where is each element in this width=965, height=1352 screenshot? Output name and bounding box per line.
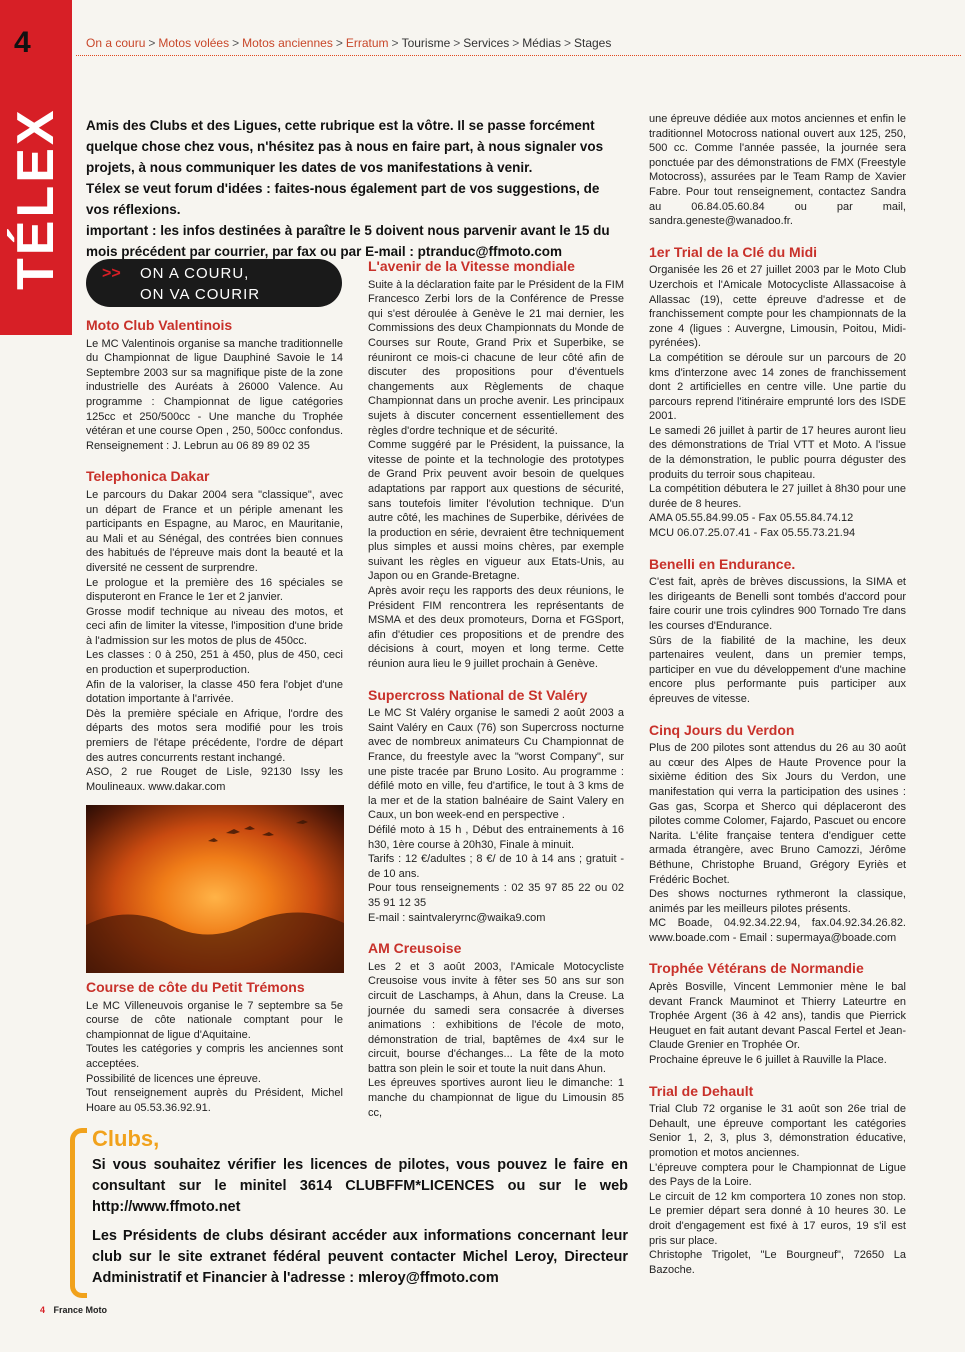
article-paragraph: Le circuit de 12 km comportera 10 zones non stop. Le premier départ sera donné à 10 heures 30. Le droit d'engagement est fixé à 17 euros, 19 s'il est pris sur place. <box>649 1190 906 1247</box>
article <box>86 980 343 1115</box>
breadcrumb-separator: > <box>148 36 156 50</box>
article-paragraph: L'épreuve comptera pour le Championnat de Ligue des Pays de la Loire. <box>649 1161 906 1189</box>
clubs-title: Clubs, <box>92 1126 160 1151</box>
article <box>649 1084 906 1278</box>
breadcrumb-separator: > <box>453 36 461 50</box>
article-paragraph: C'est fait, après de brèves discussions, la SIMA et les dirigeants de Benelli sont tombés d'accord pour faire courir une trois cylindres 900 Tornado Tre dans les courses d'Endurance. <box>649 576 906 632</box>
breadcrumb-item[interactable]: Services <box>463 36 510 50</box>
article-paragraph: Les épreuves sportives auront lieu le dimanche: 1 manche du championnat de ligue du Limousin 85 cc, <box>368 1077 624 1119</box>
article-title: Trophée Vétérans de Normandie <box>649 960 864 977</box>
article <box>86 318 343 453</box>
continued-text: une épreuve dédiée aux motos anciennes et enfin le traditionnel Motocross national ouvert aux 125, 250, 500 cc. Comme l'année passée, la journée sera ponctuée par des démonstrations de FMX (Freestyle Motocross), assurées par le Team Ramp de Xavier Fabre. Pour tout renseignement, contactez Sandra au 06.84.05.60.84 ou par mail, sandra.geneste@wanadoo.fr. <box>649 113 906 228</box>
intro-text <box>86 115 624 262</box>
article-paragraph: Christophe Trigolet, "Le Bourgneuf", 72650 La Bazoche. <box>649 1249 906 1276</box>
dotted-divider <box>76 55 961 56</box>
article-paragraph: Comme suggéré par le Président, la puissance, la vitesse de pointe et la technologie des prototypes de Grand Prix peuvent avoir besoin de quelques adaptations par rapport aux questions de sécurité, sans toutefois limiter l'évolution technique. D'un autre côté, les machines de Superbike, dérivées de la production en série, devraient être techniquement plus simples et aussi moins chères, par exemple suivant les règles en vigueur aux Etats-Unis, au Japon ou en Grande-Bretagne. <box>368 439 624 583</box>
article-paragraph: Le parcours du Dakar 2004 sera "classique", avec un départ de France et un périple amenant les participants en Espagne, au Maroc, en Mauritanie, au Mali et au Sénégal, des contrées bien connues des habitués de l'épreuve mais dont la beauté et la diversité ne cessent de surprendre. <box>86 488 343 574</box>
article-paragraph: La compétition débutera le 27 juillet à 8h30 pour une durée de 8 heures. <box>649 483 906 510</box>
article-paragraph: Prochaine épreuve le 6 juillet à Rauville la Place. <box>649 1054 887 1067</box>
article-title: L'avenir de la Vitesse mondiale <box>368 258 575 274</box>
article-paragraph: Possibilité de licences une épreuve. <box>86 1072 261 1085</box>
article-paragraph: Afin de la valoriser, la classe 450 fera l'objet d'une dotation importante à l'arrivée. <box>86 678 343 706</box>
article <box>649 557 906 707</box>
article-title: Telephonica Dakar <box>86 468 210 485</box>
article <box>368 259 624 672</box>
article-title: Course de côte du Petit Trémons <box>86 979 305 995</box>
article-paragraph: Toutes les catégories y compris les anciennes sont acceptées. <box>86 1043 343 1070</box>
article-paragraph: Après avoir reçu les rapports des deux réunions, le Président FIM rencontrera les représentants de MSMA et des deux promoteurs, Dorna et FGSport, afin d'étudier ces propositions et de prendre des décisions à court, moyen et long terme. Cette réunion aura lieu le 9 juillet prochain à Genève. <box>368 585 624 671</box>
article-paragraph: La compétition se déroule sur un parcours de 20 kms d'interzone avec 14 zones de franchissement dont 2 artificielles en centre ville. Une partie du parcours reprend l'itinéraire emprunté lors des ISDE 2001. <box>649 351 906 423</box>
article-paragraph: Les classes : 0 à 250, 251 à 450, plus de 450, ceci en production et superproduction. <box>86 649 343 677</box>
article-paragraph: Suite à la déclaration faite par le Président de la FIM Francesco Zerbi lors de la Conférence de Presse qui s'est déroulée à Genève le 21 mai dernier, les Commissions des deux Championnats du Monde de Courses sur Route, Grand Prix et Superbike, se réuniront ce mois-ci chacune de leur côté afin de discuter des propositions pour d'éventuels changements aux Règlements de chaque Championnat dans un proche avenir. Les principaux sujets à discuter concernent essentiellement des règles d'ordre technique et de sécurité. <box>368 278 624 437</box>
article-paragraph: Le MC Villeneuvois organise le 7 septembre sa 5e course de côte nationale comptant pour le championnat de ligue d'Aquitaine. <box>86 999 343 1041</box>
article-paragraph: MC Boade, 04.92.34.22.94, fax.04.92.34.26.82. www.boade.com - Email : supermaya@boade.com <box>649 917 906 944</box>
breadcrumb-separator: > <box>512 36 520 50</box>
footer-brand: France Moto <box>53 1305 108 1315</box>
article-paragraph: Le prologue et la première des 16 spéciales se disputeront en France le 1er et 2 janvier. <box>86 576 343 604</box>
article-paragraph: ASO, 2 rue Rouget de Lisle, 92130 Issy les Moulineaux. www.dakar.com <box>86 766 343 793</box>
article-paragraph: Trial Club 72 organise le 31 août son 26e trial de Dehault, une épreuve comportant les catégories Senior 1, 2, 3, plus 3, démonstration éducative, promotion et motos anciennes. <box>649 1103 906 1159</box>
clubs-box <box>92 1128 628 1297</box>
article-paragraph: Le samedi 26 juillet à partir de 17 heures auront lieu des démonstrations de Trial VTT et Moto. A l'issue de la démonstration, le public pourra déguster des produits du terroir sous chapiteau. <box>649 424 906 481</box>
breadcrumb-separator: > <box>563 36 571 50</box>
clubs-paragraph: Si vous souhaitez vérifier les licences de pilotes, vous pouvez le faire en consultant sur le minitel 3614 CLUBFFM*LICENCES ou sur le web http://www.ffmoto.net <box>92 1157 628 1215</box>
breadcrumb <box>86 36 611 50</box>
breadcrumb-item[interactable]: Stages <box>574 36 612 50</box>
article-paragraph: Des shows nocturnes rythmeront la classique, animés par les meilleurs pilotes présents. <box>649 888 906 915</box>
article-title: Benelli en Endurance. <box>649 555 796 572</box>
page-footer <box>40 1305 107 1315</box>
page-number: 4 <box>14 26 31 59</box>
intro-paragraph: Amis des Clubs et des Ligues, cette rubrique est la vôtre. Il se passe forcément quelque chose chez vous, n'hésitez pas à nous en faire part, à nous signaler vos projets, à nous communiquer les dates de vos manifestations à venir. <box>86 118 604 175</box>
article <box>368 688 624 926</box>
breadcrumb-separator: > <box>232 36 240 50</box>
footer-page-number: 4 <box>40 1305 46 1315</box>
breadcrumb-item[interactable]: Motos anciennes <box>242 36 333 50</box>
breadcrumb-item[interactable]: Médias <box>522 36 561 50</box>
article <box>86 469 343 794</box>
article <box>368 941 624 1120</box>
rubric-title <box>6 230 66 290</box>
article-paragraph: Pour tous renseignements : 02 35 97 85 22 ou 02 35 91 12 35 <box>368 882 624 909</box>
article-title: Trial de Dehault <box>649 1082 754 1099</box>
article <box>649 245 906 541</box>
article-paragraph: Organisée les 26 et 27 juillet 2003 par le Moto Club Uzerchois et l'Amicale Motocycliste Allassacoise à Allassac (19), cette épreuve d'adresse et de franchissement compte pour les championnats de la zone 4 (ligues : Auvergne, Limousin, Poitou, Midi-pyrénées). <box>649 264 906 350</box>
banner-line: ON VA COURIR <box>140 286 261 303</box>
breadcrumb-item[interactable]: Tourisme <box>401 36 451 50</box>
breadcrumb-item[interactable]: On a couru <box>86 36 146 50</box>
breadcrumb-separator: > <box>391 36 399 50</box>
sunset-photo <box>86 805 344 973</box>
article-paragraph: Défilé moto à 15 h , Début des entrainements à 16 h30, 1ère course à 20h30, Finale à minuit. <box>368 823 624 851</box>
article-paragraph: Le MC Valentinois organise sa manche traditionnelle du Championnat de ligue Dauphiné Savoie le 14 Septembre 2003 sur sa magnifique piste de la zone industrielle des Auréats à 26000 Valence. Au programme : Championnat de ligue catégories 125cc et 250/500cc - Une manche du Trophée vétéran et une course Open , 250, 500cc confondus. Renseignement : J. Lebrun au 06 89 89 02 35 <box>86 337 343 452</box>
article <box>649 961 906 1067</box>
article-title: 1er Trial de la Clé du Midi <box>649 243 818 260</box>
intro-paragraph: important : les infos destinées à paraître le 5 doivent nous parvenir avant le 15 du mois précédent par courrier, par fax ou par E-mail : ptranduc@ffmoto.com <box>86 223 610 259</box>
article <box>649 723 906 946</box>
clubs-bracket <box>70 1128 87 1298</box>
article-title: Moto Club Valentinois <box>86 317 233 333</box>
article-paragraph: Après Bosville, Vincent Lemmonier mène le bal devant Franck Mauminot et Thierry Lateurtre en Trophée Argent (36 à 42 ans), tandis que Pierrick Heuguet en fait autant devant Pascal Fertel et Jean-Claude Grenier en Trophée Or. <box>649 981 906 1052</box>
column-right <box>649 112 906 1293</box>
article-paragraph: Le MC St Valéry organise le samedi 2 août 2003 a Saint Valéry en Caux (76) son Supercross nocturne avec de nombreux animateurs Cu Championnat de France, du freestyle avec la "worst Company", sur une piste tracée par Bruno Losito. Au programme : défilé moto en ville, feu d'artifice, le tout à 3 kms de la mer et de la station balnéaire de Saint Valery en Caux, un bon week-end en perspective . <box>368 707 624 822</box>
article-paragraph: MCU 06.07.25.07.41 - Fax 05.55.73.21.94 <box>649 527 856 540</box>
article-paragraph: Sûrs de la fiabilité de la machine, les deux partenaires veulent, dans un premier temps, participer en vue du développement d'une machine encore plus performante puis participer aux épreuves de vitesse. <box>649 634 906 705</box>
arrows-icon: >> <box>102 265 121 282</box>
section-banner <box>86 259 342 307</box>
article-paragraph: Tout renseignement auprès du Président, Michel Hoare au 05.53.36.92.91. <box>86 1087 343 1114</box>
article-paragraph: Les 2 et 3 août 2003, l'Amicale Motocycliste Creusoise vous invite à fêter ses 50 ans sur son circuit de Laschamps, à Ahun, dans la Creuse. La journée du samedi sera consacrée à diverses animations : exhibitions de l'école de moto, démonstration de trial, baptêmes de 4x4 sur le circuit, bourse d'échanges... La fête de la moto battra son plein le soir et toute la nuit dans Ahun. <box>368 960 624 1075</box>
article-paragraph: Tarifs : 12 €/adultes ; 8 €/ de 10 à 14 ans ; gratuit - de 10 ans. <box>368 853 624 880</box>
article-paragraph: Grosse modif technique au niveau des motos, et ceci afin de limiter la vitesse, l'imposition d'une bride à l'admission sur les motos de plus de 450cc. <box>86 605 343 647</box>
article-paragraph: Dès la première spéciale en Afrique, l'ordre des départs des motos sera modifié pour les trois premiers de l'étape précédente, l'ordre de départ des autres concurrents restant inchangé. <box>86 707 343 764</box>
banner-line: ON A COURU, <box>140 265 250 282</box>
article-title: Supercross National de St Valéry <box>368 686 588 703</box>
breadcrumb-separator: > <box>335 36 343 50</box>
article-paragraph: Plus de 200 pilotes sont attendus du 26 au 30 août au cœur des Alpes de Haute Provence pour la sixième édition des Six Jours du Verdon, une manifestation qui verra la participation des usines : Gas gas, Scorpa et Sherco qui déplaceront des pilotes comme Colomer, Fajardo, Pascuet ou encore Narita. L'élite française tentera d'endiguer cette armada étrangère, avec Bruno Camozzi, Jérôme Béthune, Christophe Bruand, Grégory Eyriès et Frédéric Bochet. <box>649 742 906 886</box>
intro-paragraph: Télex se veut forum d'idées : faites-nous également part de vos suggestions, de vos réflexions. <box>86 181 600 217</box>
breadcrumb-item[interactable]: Erratum <box>345 36 389 50</box>
article-title: AM Creusoise <box>368 940 462 957</box>
column-left-bottom <box>86 980 343 1131</box>
article-paragraph: AMA 05.55.84.99.05 - Fax 05.55.84.74.12 <box>649 512 854 525</box>
column-middle <box>368 259 624 1136</box>
clubs-paragraph: Les Présidents de clubs désirant accéder aux informations concernant leur club sur le site extranet fédéral peuvent contacter Michel Leroy, Directeur Administratif et Financier à l'adresse : mleroy@ffmoto.com <box>92 1228 628 1286</box>
sunset-illustration <box>86 805 344 973</box>
article-title: Cinq Jours du Verdon <box>649 721 795 738</box>
column-left <box>86 318 343 810</box>
breadcrumb-item[interactable]: Motos volées <box>158 36 230 50</box>
article-paragraph: E-mail : saintvaleryrnc@waika9.com <box>368 911 546 924</box>
